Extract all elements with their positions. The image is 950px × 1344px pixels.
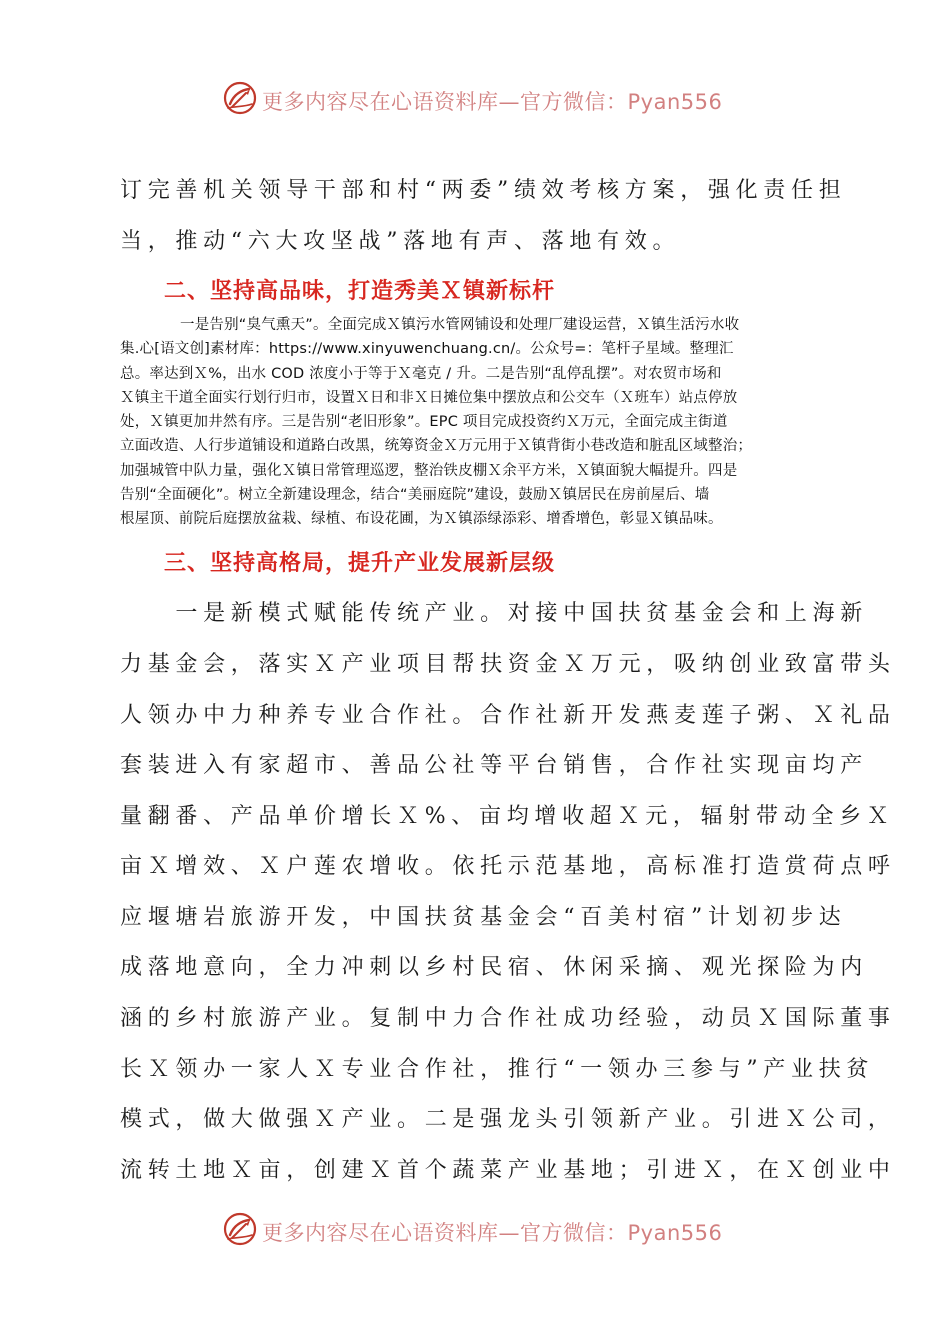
body-line: 亩Ｘ增效、Ｘ户莲农增收。依托示范基地，高标准打造赏荷点呼 (120, 854, 896, 879)
paragraph-line: 一是告别“臭气熏天”。全面完成Ｘ镇污水管网铺设和处理厂建设运营，Ｘ镇生活污水收 (180, 317, 740, 333)
paragraph-line: 处，Ｘ镇更加井然有序。三是告别“老旧形象”。EPC 项目完成投资约Ｘ万元，全面完成主街道 (120, 414, 728, 431)
banner-text: 更多内容尽在心语资料库—官方微信：Pyan556 (262, 1221, 723, 1245)
body-line: 套装进入有家超市、善品公社等平台销售，合作社实现亩均产 (120, 753, 868, 778)
body-line: 应堰塘岩旅游开发，中国扶贫基金会“百美村宿”计划初步达 (120, 905, 847, 930)
paragraph-line: 立面改造、人行步道铺设和道路白改黑，统筹资金Ｘ万元用于Ｘ镇背街小巷改造和脏乱区域整治； (120, 438, 753, 455)
paragraph-line: 集.心[语文创]素材库：https://www.xinyuwenchuang.cn/。公众号=：笔杆子星域。整理汇 (120, 341, 734, 358)
body-line: 人领办中力种养专业合作社。合作社新开发燕麦莲子粥、Ｘ礼品 (120, 703, 896, 728)
paragraph-line: 根屋顶、前院后庭摆放盆栽、绿植、布设花圃，为Ｘ镇添绿添彩、增香增色，彰显Ｘ镇品味。 (120, 511, 723, 528)
body-line: 模式，做大做强Ｘ产业。二是强龙头引领新产业。引进Ｘ公司， (120, 1107, 896, 1132)
body-line: 量翻番、产品单价增长Ｘ%、亩均增收超Ｘ元，辐射带动全乡Ｘ (120, 804, 895, 829)
signature-pen-logo-icon (222, 80, 258, 116)
paragraph-line: 加强城管中队力量，强化Ｘ镇日常管理巡逻，整治铁皮棚Ｘ余平方米，Ｘ镇面貌大幅提升。四是 (120, 462, 738, 479)
body-line: 一是新模式赋能传统产业。对接中国扶贫基金会和上海新 (120, 601, 868, 626)
paragraph-line: Ｘ镇主干道全面实行划行归市，设置Ｘ日和非Ｘ日摊位集中摆放点和公交车（Ｘ班车）站点停放 (120, 389, 738, 406)
banner-text: 更多内容尽在心语资料库—官方微信：Pyan556 (262, 90, 723, 114)
body-line: 订完善机关领导干部和村“两委”绩效考核方案，强化责任担 (120, 178, 847, 203)
body-line: 当，推动“六大攻坚战”落地有声、落地有效。 (120, 229, 681, 254)
section-heading: 三、坚持高格局，提升产业发展新层级 (164, 551, 556, 576)
section-heading: 二、坚持高品味，打造秀美Ｘ镇新标杆 (164, 279, 556, 304)
section2-paragraph (120, 313, 840, 532)
paragraph-line: 总。率达到Ｘ%，出水 COD 浓度小于等于Ｘ毫克 / 升。二是告别“乱停乱摆”。对农贸市场和 (120, 365, 722, 382)
body-line: 成落地意向，全力冲刺以乡村民宿、休闲采摘、观光探险为内 (120, 955, 868, 980)
body-line: 长Ｘ领办一家人Ｘ专业合作社，推行“一领办三参与”产业扶贫 (120, 1057, 875, 1082)
signature-pen-logo-icon (222, 1211, 258, 1247)
body-line: 流转土地Ｘ亩，创建Ｘ首个蔬菜产业基地；引进Ｘ，在Ｘ创业中 (120, 1158, 896, 1183)
header-banner (0, 78, 950, 118)
paragraph-line: 告别“全面硬化”。树立全新建设理念，结合“美丽庭院”建设，鼓励Ｘ镇居民在房前屋后、墙 (120, 487, 710, 504)
footer-banner (0, 1209, 950, 1249)
body-line: 涵的乡村旅游产业。复制中力合作社成功经验，动员Ｘ国际董事 (120, 1006, 896, 1031)
body-line: 力基金会，落实Ｘ产业项目帮扶资金Ｘ万元，吸纳创业致富带头 (120, 652, 896, 677)
